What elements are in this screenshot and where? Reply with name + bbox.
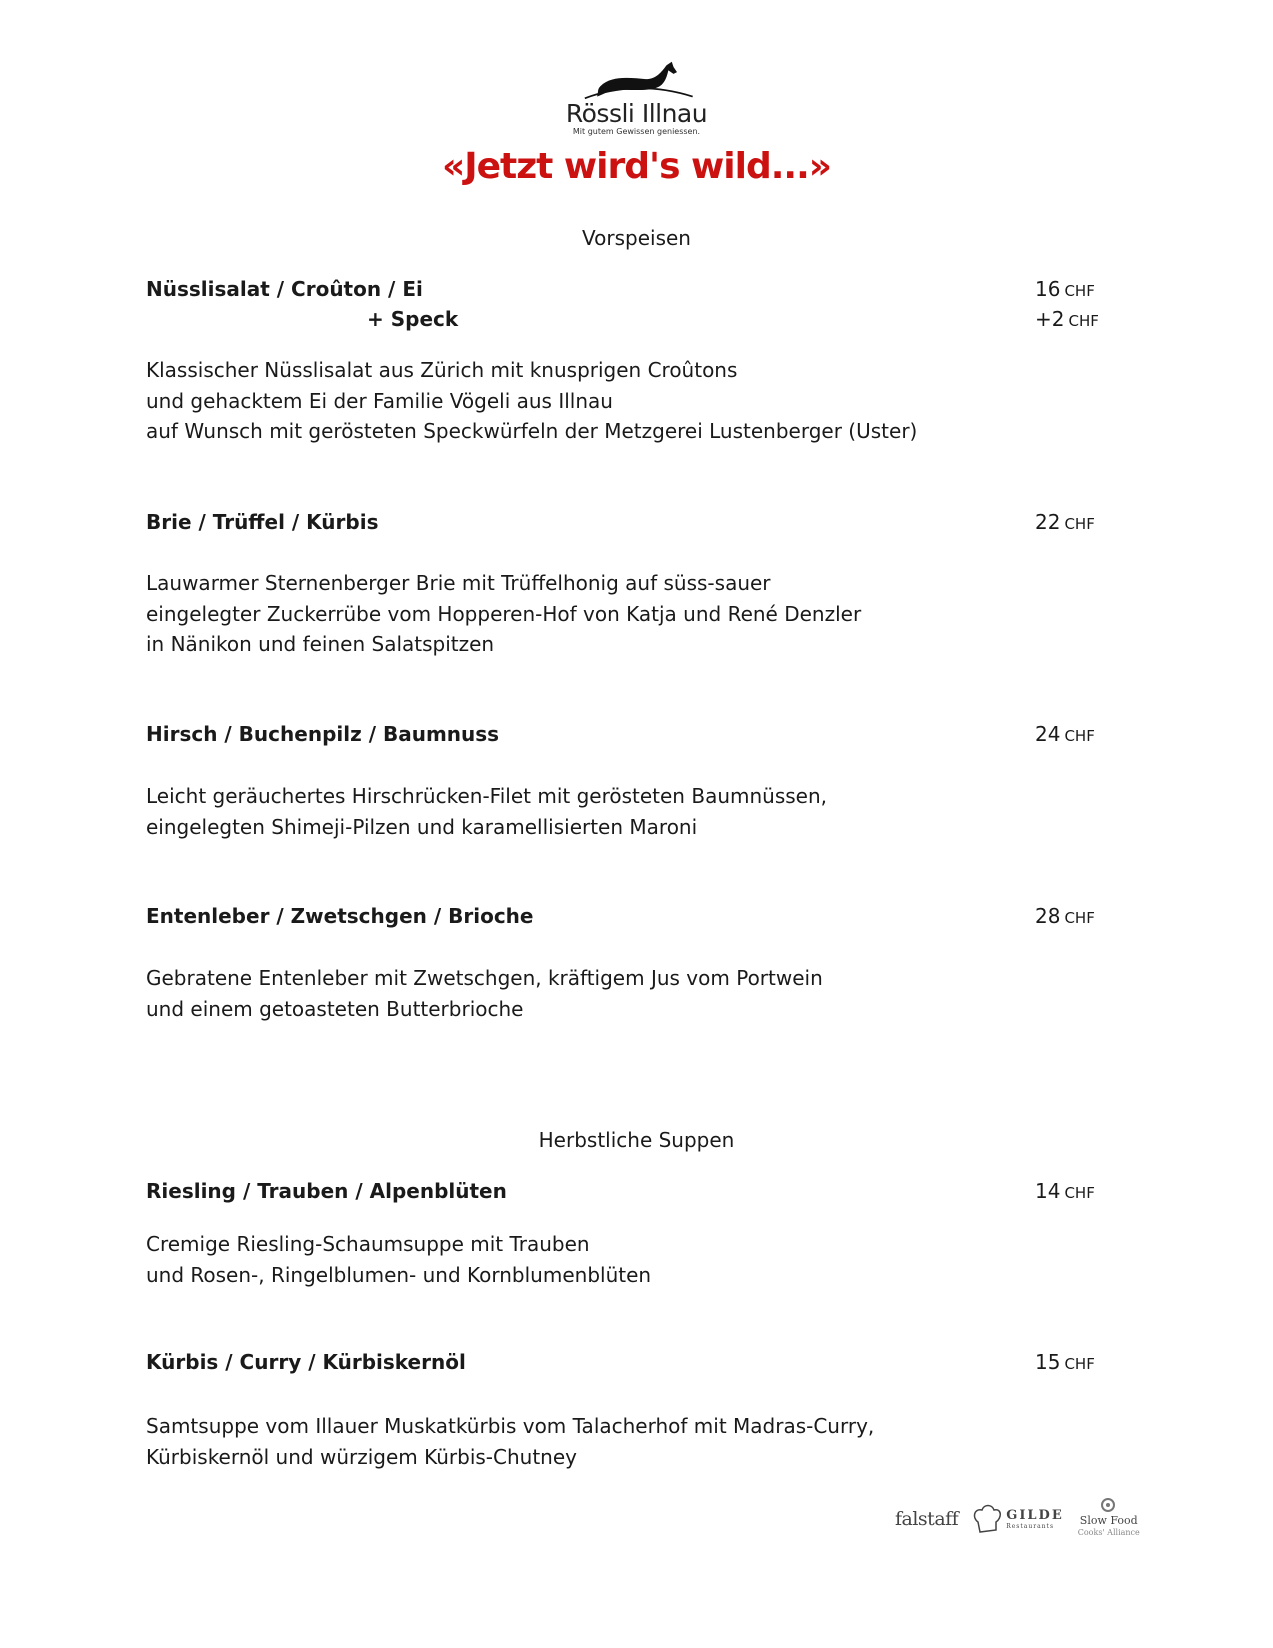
dish-title: Kürbis / Curry / Kürbiskernöl — [146, 1350, 466, 1374]
partner-logos — [895, 1498, 1140, 1539]
dish-extra: + Speck — [367, 307, 459, 331]
dish-description: Lauwarmer Sternenberger Brie mit Trüffelhonig auf süss-sauer eingelegter Zuckerrübe vom Hopperen-Hof von Katja und René Denzler in Nänikon und feinen Salatspitzen — [146, 571, 862, 656]
dish-price: 22 CHF — [1035, 510, 1095, 534]
dish-price: 28 CHF — [1035, 904, 1095, 928]
dish-title: Hirsch / Buchenpilz / Baumnuss — [146, 722, 500, 746]
section-title: Herbstliche Suppen — [538, 1128, 735, 1152]
section-title: Vorspeisen — [582, 226, 691, 250]
dish-description: Gebratene Entenleber mit Zwetschgen, kräftigem Jus vom Portwein und einem getoasteten Butterbrioche — [146, 966, 823, 1021]
gilde-logo: GILDE Restaurants — [972, 1502, 1064, 1536]
dish-title: Brie / Trüffel / Kürbis — [146, 510, 379, 534]
falstaff-logo: falstaff — [895, 1507, 959, 1530]
dish-description: Cremige Riesling-Schaumsuppe mit Trauben und Rosen-, Ringelblumen- und Kornblumenblüten — [146, 1232, 652, 1287]
dish-price: 16 CHF — [1035, 277, 1095, 301]
logo — [0, 60, 1273, 137]
snail-icon — [1101, 1498, 1117, 1512]
menu-headline: «Jetzt wird's wild...» — [441, 146, 832, 187]
dish-price: 15 CHF — [1035, 1350, 1095, 1374]
brand-tagline: Mit gutem Gewissen geniessen. — [572, 127, 701, 136]
horse-icon — [576, 60, 698, 100]
dish-price: 14 CHF — [1035, 1179, 1095, 1203]
dish-title: Nüsslisalat / Croûton / Ei — [146, 277, 423, 301]
dish-description: Klassischer Nüsslisalat aus Zürich mit knusprigen Croûtons und gehacktem Ei der Familie Vögeli aus Illnau auf Wunsch mit gerösteten Speckwürfeln der Metzgerei Lustenberger (Uster) — [146, 358, 918, 443]
brand-name: Rössli Illnau — [565, 99, 708, 128]
dish-title: Entenleber / Zwetschgen / Brioche — [146, 904, 534, 928]
chef-hat-icon — [972, 1502, 1002, 1536]
dish-extra-price: +2 CHF — [1035, 307, 1099, 331]
slowfood-logo: Slow Food Cooks' Alliance — [1078, 1498, 1140, 1539]
dish-description: Leicht geräuchertes Hirschrücken-Filet mit gerösteten Baumnüssen, eingelegten Shimeji-Pilzen und karamellisierten Maroni — [146, 784, 828, 839]
dish-price: 24 CHF — [1035, 722, 1095, 746]
dish-description: Samtsuppe vom Illauer Muskatkürbis vom Talacherhof mit Madras-Curry, Kürbiskernöl und würzigem Kürbis-Chutney — [146, 1414, 875, 1469]
dish-title: Riesling / Trauben / Alpenblüten — [146, 1179, 507, 1203]
